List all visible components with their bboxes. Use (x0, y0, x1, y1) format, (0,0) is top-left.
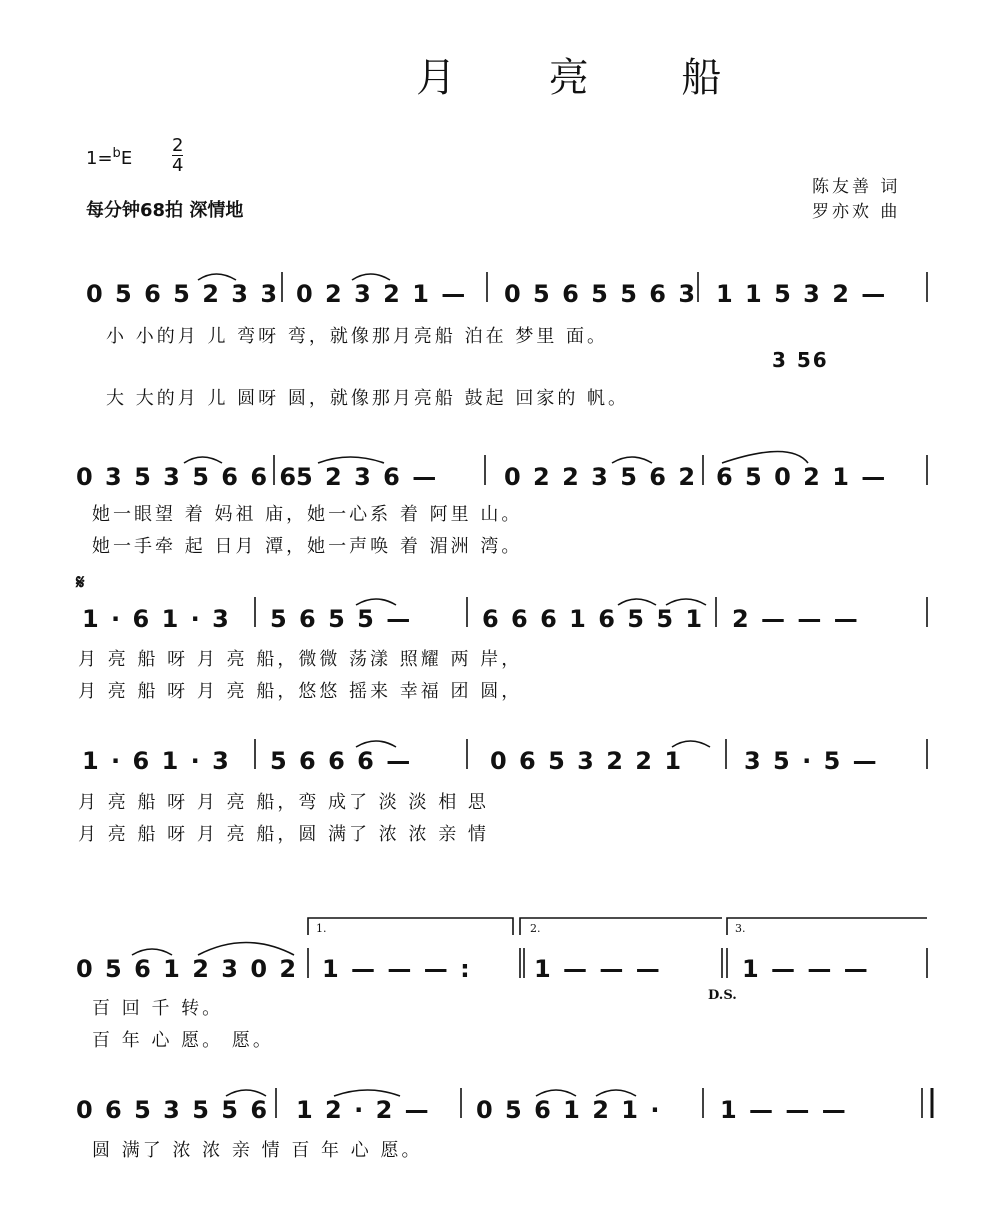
measure-6-3: 0 5 6 1 2 1 · (476, 1096, 662, 1124)
lyric-5-verse-1: 百 回 千 转。 (92, 998, 224, 1019)
measure-3-4: 2 — — — (732, 605, 860, 633)
volta-3: 3. (735, 922, 746, 935)
measure-3-1: 1 · 6 1 · 3 (82, 605, 231, 633)
measure-2-4: 6 5 0 2 1 — (716, 463, 888, 491)
measure-4-2: 5 6 6 6 — (270, 747, 413, 775)
measure-6-1: 0 6 5 3 5 5 6 (76, 1096, 270, 1124)
measure-5-2: 1 — — — : (322, 955, 472, 983)
measure-6-2: 1 2 · 2 — (296, 1096, 431, 1124)
time-top: 2 (172, 135, 184, 156)
lyric-4-verse-2: 月 亮 船 呀 月 亮 船，圆 满了 浓 浓 亲 情 (78, 824, 489, 845)
measure-3-3: 6 6 6 1 6 5 5 1 (482, 605, 705, 633)
lyric-2-verse-1: 她一眼望 着 妈祖 庙，她一心系 着 阿里 山。 (92, 504, 523, 525)
segno-sign: 𝄋 (76, 570, 87, 594)
key-tonic: E (120, 148, 133, 169)
measure-5-4: 1 — — — (742, 955, 870, 983)
measure-2-2: 5 2 3 6 — (296, 463, 439, 491)
lyric-2-verse-2: 她一手牵 起 日月 潭，她一声唤 着 湄洲 湾。 (92, 536, 523, 557)
measure-1-1: 0 5 6 5 2 3 3 (86, 280, 280, 308)
lyric-5-verse-2: 百 年 心 愿。 愿。 (92, 1030, 274, 1051)
measure-5-3: 1 — — — (534, 955, 662, 983)
measure-1-2: 0 2 3 2 1 — (296, 280, 468, 308)
key-prefix: 1= (86, 148, 113, 169)
measure-4-3: 0 6 5 3 2 2 1 (490, 747, 684, 775)
tempo-marking: 每分钟68拍 深情地 (86, 200, 244, 221)
time-bottom: 4 (172, 155, 184, 176)
lyric-3-verse-2: 月 亮 船 呀 月 亮 船，悠悠 摇来 幸福 团 圆， (78, 681, 523, 702)
lyric-4-verse-1: 月 亮 船 呀 月 亮 船，弯 成了 淡 淡 相 思 (78, 792, 489, 813)
song-title: 月 亮 船 (416, 55, 762, 101)
measure-2-1: 0 3 5 3 5 6 6 6 (76, 463, 299, 491)
measure-6-4: 1 — — — (720, 1096, 848, 1124)
dal-segno: D.S. (708, 988, 737, 1003)
lyricist-credit: 陈友善 词 (812, 177, 901, 197)
lyric-1-verse-1: 小 小的月 儿 弯呀 弯，就像那月亮船 泊在 梦里 面。 (106, 326, 609, 347)
measure-1-3: 0 5 6 5 5 6 3 (504, 280, 698, 308)
volta-1: 1. (316, 922, 327, 935)
lyric-3-verse-1: 月 亮 船 呀 月 亮 船，微微 荡漾 照耀 两 岸， (78, 649, 523, 670)
volta-2: 2. (530, 922, 541, 935)
flat-sign: b (112, 146, 121, 161)
measure-5-1: 0 5 6 1 2 3 0 2 (76, 955, 299, 983)
measure-3-2: 5 6 5 5 — (270, 605, 413, 633)
measure-4-1: 1 · 6 1 · 3 (82, 747, 231, 775)
measure-1-4: 1 1 5 3 2 — (716, 280, 888, 308)
measure-4-4: 3 5 · 5 — (744, 747, 879, 775)
composer-credit: 罗亦欢 曲 (812, 202, 901, 222)
lyric-6-verse-1: 圆 满了 浓 浓 亲 情 百 年 心 愿。 (92, 1140, 423, 1161)
measure-2-3: 0 2 2 3 5 6 2 (504, 463, 698, 491)
lyric-1-verse-2: 大 大的月 儿 圆呀 圆，就像那月亮船 鼓起 回家的 帆。 (106, 388, 630, 409)
variant-notes: 3 56 (772, 348, 829, 372)
